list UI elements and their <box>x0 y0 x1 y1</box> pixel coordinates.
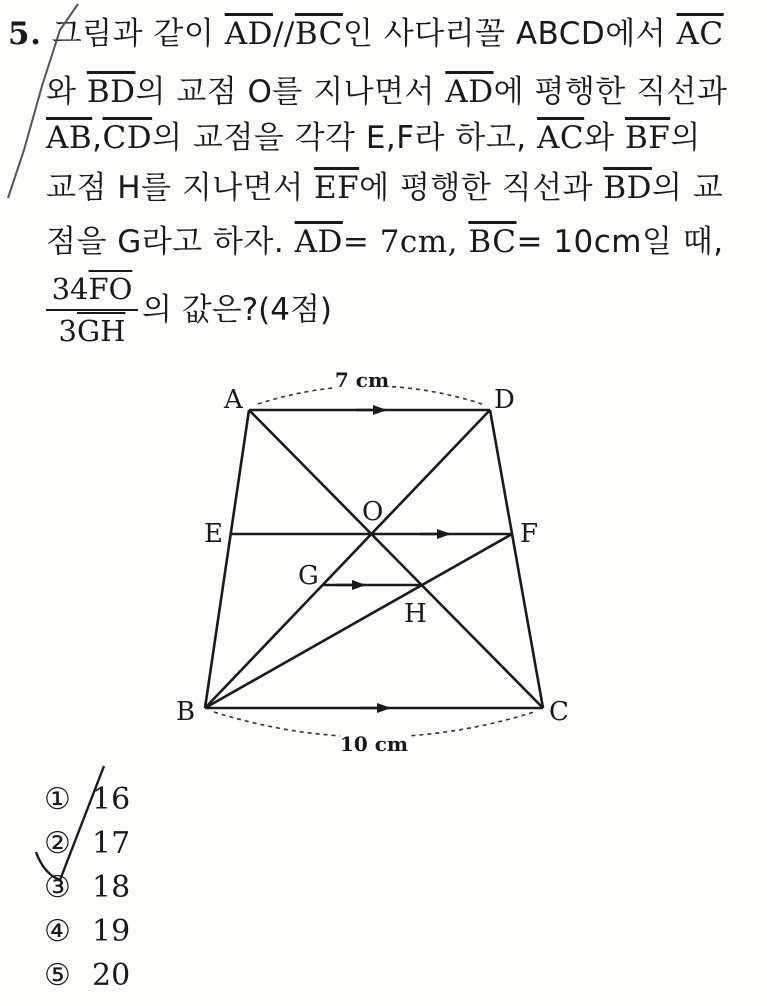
fraction-bar <box>46 309 138 311</box>
point-label-F: F <box>520 519 539 549</box>
problem-number: 5. <box>8 16 42 52</box>
segment-BD-line <box>205 410 490 708</box>
segment-BD: $\overline{BD}$ <box>603 170 652 206</box>
top-length-label: 7 cm <box>334 368 390 392</box>
point-label-B: B <box>176 697 196 727</box>
choice-marker: ⑤ <box>44 958 71 993</box>
segment-FO: $\overline{FO}$ <box>88 272 133 306</box>
trapezoid-figure <box>0 360 767 780</box>
segment-BC: $\overline{BC}$ <box>468 224 517 260</box>
segment-BF: $\overline{BF}$ <box>624 120 671 156</box>
point-label-C: C <box>549 697 569 727</box>
choice-1[interactable] <box>44 782 130 822</box>
segment-BF-line <box>205 534 512 708</box>
text-fragment: 교점 H를 지나면서 <box>46 170 314 206</box>
segment-AC: $\overline{AC}$ <box>676 16 724 52</box>
choice-marker: ② <box>44 826 71 861</box>
choice-5[interactable] <box>44 958 130 998</box>
text-fragment: 와 <box>584 120 625 156</box>
choice-value: 16 <box>92 782 131 817</box>
segment-BD: $\overline{BD}$ <box>86 74 136 110</box>
choice-marker: ① <box>44 782 71 817</box>
problem-line-1 <box>8 8 724 53</box>
segment-EF: $\overline{EF}$ <box>314 170 360 206</box>
point-label-D: D <box>494 385 515 415</box>
choice-4[interactable] <box>44 914 130 954</box>
choice-value: 17 <box>92 826 131 861</box>
problem-line-3 <box>46 112 701 157</box>
text-fragment: = 10cm일 때, <box>516 224 724 260</box>
text-fragment: 점을 G라고 하자. <box>46 224 295 260</box>
point-label-O: O <box>362 497 384 527</box>
segment-AC: $\overline{AC}$ <box>537 120 585 156</box>
segment-AB-line <box>205 410 249 708</box>
text-fragment: 에 평행한 직선과 <box>359 170 604 206</box>
text-fragment: 와 <box>46 74 87 110</box>
text-fragment: 의 <box>670 120 701 156</box>
text-fragment: = 7cm, <box>342 224 469 260</box>
parallel-symbol: // <box>272 16 295 52</box>
segment-GH: $\overline{GH}$ <box>76 314 126 348</box>
choice-value: 20 <box>92 958 131 993</box>
text-fragment: 그림과 같이 <box>51 16 225 52</box>
question-tail: 의 값은?(4점) <box>142 292 333 328</box>
segment-AB: $\overline{AB}$ <box>46 120 93 156</box>
bottom-length-label: 10 cm <box>339 732 409 756</box>
choice-marker: ③ <box>44 870 71 905</box>
fraction-denominator <box>46 314 138 348</box>
segment-AD: $\overline{AD}$ <box>294 224 343 260</box>
denominator-coefficient: 3 <box>58 314 77 348</box>
choice-3[interactable] <box>44 870 130 910</box>
text-fragment: 의 교점 O를 지나면서 <box>135 74 446 110</box>
problem-line-2 <box>46 66 727 111</box>
text-fragment: 인 사다리꼴 ABCD에서 <box>342 16 677 52</box>
point-label-G: G <box>298 561 319 591</box>
choice-marker: ④ <box>44 914 71 949</box>
text-fragment: 의 교점을 각각 E,F라 하고, <box>152 120 538 156</box>
segment-AD: $\overline{AD}$ <box>445 74 494 110</box>
ratio-fraction <box>46 272 138 348</box>
point-label-H: H <box>404 599 427 629</box>
text-fragment: 의 교 <box>651 170 724 206</box>
text-fragment: , <box>92 120 103 156</box>
problem-line-4 <box>46 162 723 207</box>
problem-statement <box>0 0 767 360</box>
segment-BC: $\overline{BC}$ <box>294 16 343 52</box>
point-label-E: E <box>204 519 223 549</box>
point-label-A: A <box>224 385 243 415</box>
problem-line-5 <box>46 216 724 261</box>
segment-AD: $\overline{AD}$ <box>224 16 273 52</box>
fraction-numerator <box>46 272 138 306</box>
segment-CD: $\overline{CD}$ <box>102 120 153 156</box>
choice-value: 19 <box>92 914 131 949</box>
numerator-coefficient: 34 <box>51 272 89 306</box>
text-fragment: 에 평행한 직선과 <box>493 74 728 110</box>
choice-value: 18 <box>92 870 131 905</box>
choice-2[interactable] <box>44 826 130 866</box>
